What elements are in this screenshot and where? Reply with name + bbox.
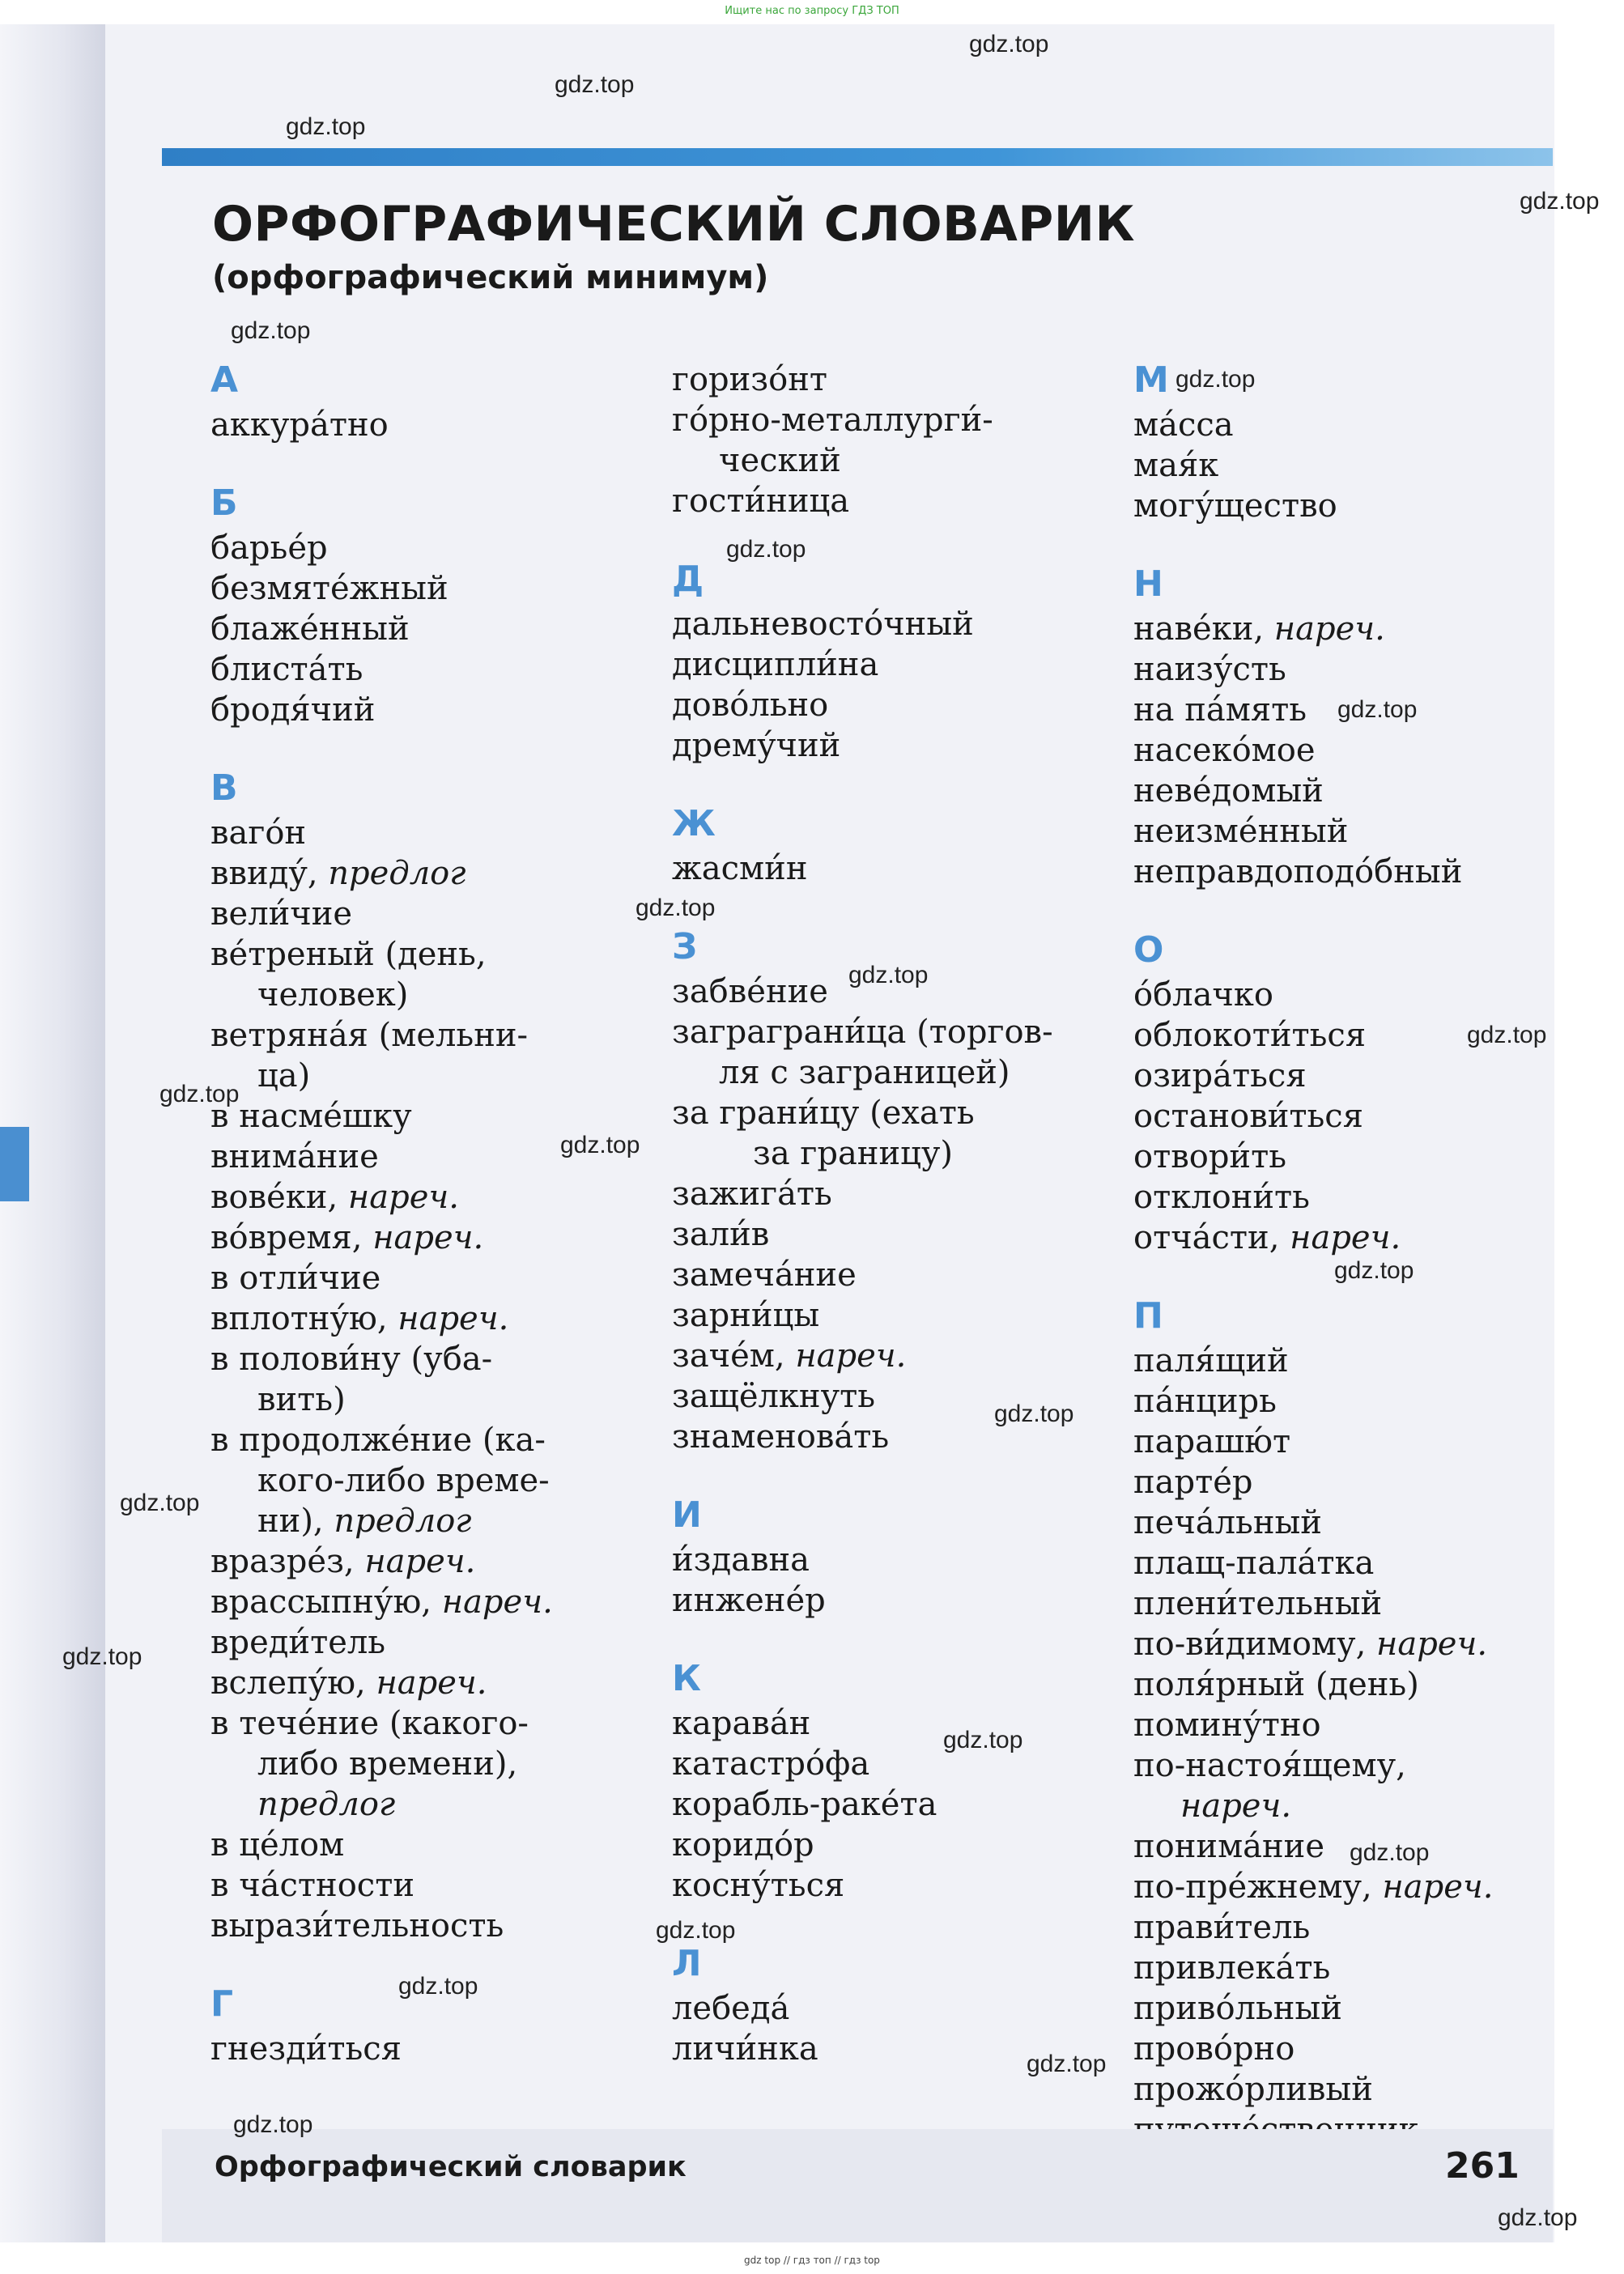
entry-word: заче́м, — [672, 1337, 796, 1375]
entry-prefix: загра — [672, 1014, 767, 1051]
entry-word: в ча́стности — [210, 1867, 415, 1904]
entry-word: косну́ться — [672, 1867, 845, 1904]
dictionary-entry — [210, 1177, 648, 1218]
entry-grammar-note: нареч. — [1273, 610, 1385, 648]
entry-word: вслепу́ю, — [210, 1664, 376, 1702]
watermark: gdz.top — [943, 1727, 1023, 1753]
entry-grammar-note: нареч. — [1290, 1219, 1401, 1256]
dictionary-entry — [210, 975, 648, 1015]
dictionary-entry — [672, 359, 1109, 400]
entry-word: карава́н — [672, 1705, 811, 1742]
dictionary-entry — [210, 894, 648, 934]
watermark: gdz.top — [231, 317, 311, 344]
dictionary-entry — [210, 1865, 648, 1906]
entry-grammar-note: нареч. — [795, 1337, 907, 1375]
dictionary-entry — [672, 1295, 1109, 1336]
entry-word: отча́сти, — [1133, 1219, 1290, 1256]
bottom-note: gdz top // гдз топ // гдз top — [744, 2255, 880, 2266]
watermark: gdz.top — [1467, 1022, 1547, 1048]
entry-word: зажига́ть — [672, 1175, 832, 1213]
entry-word: мая́к — [1133, 447, 1219, 484]
entry-word: корабль-раке́та — [672, 1786, 937, 1823]
entry-word: коридо́р — [672, 1826, 814, 1864]
entry-word: грани́ца (торгов- — [766, 1014, 1053, 1051]
page-subtitle: (орфографический минимум) — [212, 259, 769, 296]
dictionary-entry — [1133, 1624, 1554, 1664]
entry-grammar-note: нареч. — [347, 1179, 459, 1216]
entry-grammar-note: нареч. — [372, 1219, 484, 1256]
section-letter: И — [672, 1494, 702, 1536]
dictionary-entry — [672, 1540, 1109, 1580]
dictionary-entry — [1133, 1218, 1554, 1258]
entry-word: вреди́тель — [210, 1624, 386, 1661]
entry-word: помину́тно — [1133, 1707, 1321, 1744]
watermark: gdz.top — [398, 1973, 478, 2000]
dictionary-entry — [210, 1258, 648, 1299]
section-letter: З — [672, 926, 698, 967]
dictionary-entry — [1133, 1745, 1554, 1786]
entry-word: зали́в — [672, 1216, 770, 1253]
entry-word: по-пре́жнему, — [1133, 1868, 1383, 1906]
watermark: gdz.top — [1498, 2204, 1578, 2231]
dictionary-entry — [672, 1865, 1109, 1906]
entry-word: зарни́цы — [672, 1297, 820, 1334]
dictionary-entry — [1133, 1137, 1554, 1177]
dictionary-entry — [672, 481, 1109, 521]
dictionary-entry — [1133, 975, 1554, 1015]
entry-word: и́здавна — [672, 1541, 810, 1579]
entry-word: дисципли́на — [672, 646, 879, 683]
entry-word: катастро́фа — [672, 1745, 870, 1783]
entry-word: неизме́нный — [1133, 813, 1349, 850]
entry-word: лебеда́ — [672, 1990, 790, 2027]
watermark: gdz.top — [848, 962, 929, 988]
dictionary-entry — [672, 1988, 1109, 2029]
dictionary-entry — [1133, 1664, 1554, 1705]
entry-word: вразре́з, — [210, 1543, 365, 1580]
dictionary-entry — [1133, 811, 1554, 852]
entry-word: плени́тельный — [1133, 1585, 1383, 1622]
dictionary-entry — [1133, 1462, 1554, 1503]
dictionary-entry — [210, 1825, 648, 1865]
entry-word: за границу) — [753, 1135, 953, 1172]
dictionary-column-2 — [672, 359, 1109, 2069]
entry-word: ля с заграницей) — [719, 1054, 1010, 1091]
footer-title: Орфографический словарик — [215, 2151, 687, 2183]
entry-word: прожо́рливый — [1133, 2071, 1373, 2108]
dictionary-entry — [1133, 1422, 1554, 1462]
entry-grammar-note: нареч. — [1376, 1626, 1488, 1663]
entry-word: поля́рный (день) — [1133, 1666, 1419, 1703]
entry-word: либо времени), — [257, 1745, 518, 1783]
entry-word: па́нцирь — [1133, 1383, 1277, 1420]
entry-word: парте́р — [1133, 1464, 1253, 1501]
dictionary-entry — [210, 1703, 648, 1744]
entry-word: отклони́ть — [1133, 1179, 1310, 1216]
entry-grammar-note: нареч. — [376, 1664, 487, 1702]
dictionary-entry — [210, 1663, 648, 1703]
entry-word: ввиду́, — [210, 855, 329, 892]
dictionary-entry — [1133, 2029, 1554, 2069]
dictionary-entry — [1133, 1543, 1554, 1583]
entry-word: озира́ться — [1133, 1057, 1307, 1094]
entry-word: забве́ние — [672, 973, 828, 1010]
watermark: gdz.top — [120, 1490, 200, 1516]
dictionary-entry — [672, 1052, 1109, 1093]
watermark: gdz.top — [159, 1081, 240, 1107]
top-note: Ищите нас по запросу ГДЗ ТОП — [725, 5, 899, 17]
entry-word: гнезди́ться — [210, 2030, 402, 2068]
entry-grammar-note: предлог — [334, 1503, 472, 1540]
entry-word: барье́р — [210, 529, 328, 567]
entry-word: ца) — [257, 1057, 311, 1094]
watermark: gdz.top — [636, 895, 716, 921]
entry-word: облокоти́ться — [1133, 1017, 1367, 1054]
section-letter: Ж — [672, 803, 716, 844]
dictionary-entry — [210, 1744, 648, 1784]
entry-word: кого-либо време- — [257, 1462, 550, 1499]
entry-word: знаменова́ть — [672, 1418, 890, 1456]
dictionary-entry — [1133, 1503, 1554, 1543]
entry-word: наве́ки, — [1133, 610, 1274, 648]
entry-word: человек) — [257, 976, 409, 1014]
entry-word: за грани́цу (ехать — [672, 1094, 975, 1132]
watermark: gdz.top — [656, 1917, 736, 1944]
dictionary-entry — [1133, 1867, 1554, 1907]
entry-word: понима́ние — [1133, 1828, 1325, 1865]
dictionary-entry — [1133, 649, 1554, 690]
dictionary-entry — [672, 1784, 1109, 1825]
entry-grammar-note: нареч. — [1382, 1868, 1494, 1906]
entry-word: могу́щество — [1133, 487, 1337, 525]
entry-word: о́блачко — [1133, 976, 1273, 1014]
entry-word: парашю́т — [1133, 1423, 1291, 1460]
entry-word: инжене́р — [672, 1582, 826, 1619]
entry-word: в насме́шку — [210, 1098, 412, 1135]
entry-word: в продолже́ние (ка- — [210, 1422, 546, 1459]
entry-word: ветряна́я (мельни- — [210, 1017, 529, 1054]
dictionary-entry — [672, 1093, 1109, 1133]
dictionary-entry — [210, 649, 648, 690]
entry-word: на па́мять — [1133, 691, 1307, 729]
watermark: gdz.top — [555, 71, 635, 98]
dictionary-entry — [210, 813, 648, 853]
dictionary-entry — [210, 528, 648, 568]
entry-word: жасми́н — [672, 850, 808, 887]
entry-word: ма́сса — [1133, 406, 1234, 444]
dictionary-entry — [1133, 730, 1554, 771]
watermark: gdz.top — [286, 113, 366, 140]
entry-word: блаже́нный — [210, 610, 410, 648]
entry-word: го́рно-металлурги́- — [672, 402, 993, 439]
entry-word: насеко́мое — [1133, 732, 1316, 769]
dictionary-entry — [672, 440, 1109, 481]
dictionary-entry — [1133, 1705, 1554, 1745]
entry-word: блиста́ть — [210, 651, 363, 688]
dictionary-entry — [672, 725, 1109, 766]
dictionary-entry — [210, 405, 648, 445]
entry-grammar-note: нареч. — [441, 1583, 553, 1621]
dictionary-entry — [210, 1299, 648, 1339]
dictionary-column-3 — [1133, 356, 1554, 2150]
entry-word: вели́чие — [210, 895, 353, 933]
dictionary-entry — [672, 1825, 1109, 1865]
dictionary-column-1 — [210, 356, 648, 2069]
dictionary-entry — [1133, 1381, 1554, 1422]
watermark: gdz.top — [726, 536, 806, 563]
dictionary-entry — [210, 690, 648, 730]
section-letter: Г — [210, 1983, 234, 2025]
page-title: ОРФОГРАФИЧЕСКИЙ СЛОВАРИК — [212, 196, 1135, 253]
entry-word: горизо́нт — [672, 361, 827, 398]
dictionary-entry — [672, 1255, 1109, 1295]
dictionary-entry — [210, 1906, 648, 1946]
dictionary-entry — [210, 1622, 648, 1663]
dictionary-entry — [210, 1582, 648, 1622]
entry-word: защёлкнуть — [672, 1378, 876, 1415]
dictionary-entry — [672, 685, 1109, 725]
page-number: 261 — [1445, 2145, 1520, 2187]
entry-word: в отли́чие — [210, 1260, 381, 1297]
entry-word: прово́рно — [1133, 2030, 1295, 2068]
entry-word: ве́треный (день, — [210, 936, 487, 973]
dictionary-entry — [1133, 2069, 1554, 2110]
dictionary-entry — [210, 853, 648, 894]
entry-word: дрему́чий — [672, 727, 841, 764]
dictionary-entry — [1133, 1341, 1554, 1381]
entry-word: во́время, — [210, 1219, 373, 1256]
entry-word: ваго́н — [210, 814, 307, 852]
dictionary-entry — [672, 644, 1109, 685]
section-letter: Н — [1133, 563, 1163, 605]
entry-word: неправдоподо́бный — [1133, 853, 1463, 890]
dictionary-entry — [210, 1420, 648, 1460]
dictionary-entry — [672, 604, 1109, 644]
dictionary-entry — [1133, 609, 1554, 649]
entry-word: в це́лом — [210, 1826, 345, 1864]
entry-word: гости́ница — [672, 482, 850, 520]
dictionary-entry — [1133, 1056, 1554, 1096]
watermark: gdz.top — [1520, 188, 1600, 215]
section-letter: Д — [672, 559, 704, 600]
dictionary-entry — [1133, 445, 1554, 486]
dictionary-entry — [1133, 1583, 1554, 1624]
dictionary-entry — [672, 1133, 1109, 1174]
entry-word: врассыпну́ю, — [210, 1583, 442, 1621]
entry-word: замеча́ние — [672, 1256, 857, 1294]
footer-band — [162, 2129, 1553, 2242]
dictionary-entry — [210, 1379, 648, 1420]
dictionary-entry — [1133, 852, 1554, 892]
watermark: gdz.top — [1175, 366, 1256, 393]
header-bar — [162, 148, 1553, 166]
entry-word: вить) — [257, 1381, 346, 1418]
entry-word: плащ-пала́тка — [1133, 1545, 1375, 1582]
dictionary-entry — [672, 1336, 1109, 1376]
entry-word: вплотну́ю, — [210, 1300, 398, 1337]
dictionary-entry — [1133, 1096, 1554, 1137]
watermark: gdz.top — [233, 2111, 313, 2138]
dictionary-entry — [672, 1012, 1109, 1052]
entry-word: вове́ки, — [210, 1179, 348, 1216]
dictionary-entry — [210, 1056, 648, 1096]
section-letter: М — [1133, 359, 1169, 401]
entry-word: паля́щий — [1133, 1342, 1289, 1379]
dictionary-entry — [1133, 1786, 1554, 1826]
dictionary-entry — [1133, 1826, 1554, 1867]
dictionary-entry — [1133, 486, 1554, 526]
entry-grammar-note: нареч. — [397, 1300, 509, 1337]
dictionary-entry — [1133, 1177, 1554, 1218]
dictionary-entry — [1133, 1948, 1554, 1988]
entry-word: останови́ться — [1133, 1098, 1363, 1135]
dictionary-entry — [210, 1218, 648, 1258]
dictionary-entry — [1133, 771, 1554, 811]
entry-word: в полови́ну (уба- — [210, 1341, 493, 1378]
entry-word: по-ви́димому, — [1133, 1626, 1376, 1663]
entry-word: безмяте́жный — [210, 570, 449, 607]
dictionary-entry — [1133, 1988, 1554, 2029]
entry-word: неве́домый — [1133, 772, 1324, 810]
section-letter: В — [210, 767, 238, 809]
dictionary-entry — [210, 1541, 648, 1582]
entry-word: по-настоя́щему, — [1133, 1747, 1406, 1784]
entry-word: прави́тель — [1133, 1909, 1311, 1946]
watermark: gdz.top — [62, 1643, 142, 1670]
dictionary-entry — [210, 568, 648, 609]
entry-grammar-note: предлог — [257, 1786, 396, 1823]
entry-grammar-note: предлог — [328, 855, 466, 892]
section-letter: К — [672, 1658, 701, 1699]
entry-grammar-note: нареч. — [1180, 1787, 1292, 1825]
entry-word: бродя́чий — [210, 691, 376, 729]
entry-word: отвори́ть — [1133, 1138, 1286, 1175]
dictionary-entry — [210, 1460, 648, 1501]
dictionary-entry — [210, 1015, 648, 1056]
dictionary-entry — [1133, 405, 1554, 445]
entry-word: приво́льный — [1133, 1990, 1342, 2027]
watermark: gdz.top — [994, 1401, 1074, 1427]
dictionary-entry — [672, 848, 1109, 889]
watermark: gdz.top — [1337, 696, 1418, 723]
section-letter: А — [210, 359, 239, 401]
entry-word: личи́нка — [672, 2030, 818, 2068]
watermark: gdz.top — [1334, 1257, 1414, 1284]
watermark: gdz.top — [1350, 1839, 1430, 1866]
dictionary-entry — [672, 1744, 1109, 1784]
dictionary-entry — [210, 609, 648, 649]
dictionary-entry — [1133, 1907, 1554, 1948]
entry-grammar-note: нареч. — [364, 1543, 476, 1580]
dictionary-entry — [210, 934, 648, 975]
dictionary-entry — [210, 1339, 648, 1379]
dictionary-entry — [210, 1096, 648, 1137]
section-letter: Л — [672, 1943, 702, 1984]
section-letter: П — [1133, 1295, 1163, 1337]
entry-word: печа́льный — [1133, 1504, 1322, 1541]
dictionary-entry — [672, 1703, 1109, 1744]
entry-word: дово́льно — [672, 686, 829, 724]
dictionary-entry — [672, 400, 1109, 440]
side-tab-marker — [0, 1127, 29, 1201]
entry-word: ческий — [719, 442, 841, 479]
entry-word: в тече́ние (какого- — [210, 1705, 529, 1742]
entry-word: вырази́тельность — [210, 1907, 504, 1945]
watermark: gdz.top — [1027, 2051, 1107, 2077]
dictionary-entry — [210, 2029, 648, 2069]
entry-word: ни), — [257, 1503, 334, 1540]
dictionary-entry — [672, 1174, 1109, 1214]
dictionary-entry — [210, 1501, 648, 1541]
entry-word: привлека́ть — [1133, 1949, 1331, 1987]
dictionary-entry — [210, 1784, 648, 1825]
dictionary-entry — [672, 1580, 1109, 1621]
watermark: gdz.top — [969, 31, 1049, 57]
entry-word: аккура́тно — [210, 406, 389, 444]
section-letter: О — [1133, 929, 1164, 971]
entry-word: наизу́сть — [1133, 651, 1286, 688]
dictionary-entry — [672, 1214, 1109, 1255]
watermark: gdz.top — [560, 1132, 640, 1158]
entry-word: внима́ние — [210, 1138, 379, 1175]
entry-word: дальневосто́чный — [672, 606, 974, 643]
section-letter: Б — [210, 482, 238, 524]
